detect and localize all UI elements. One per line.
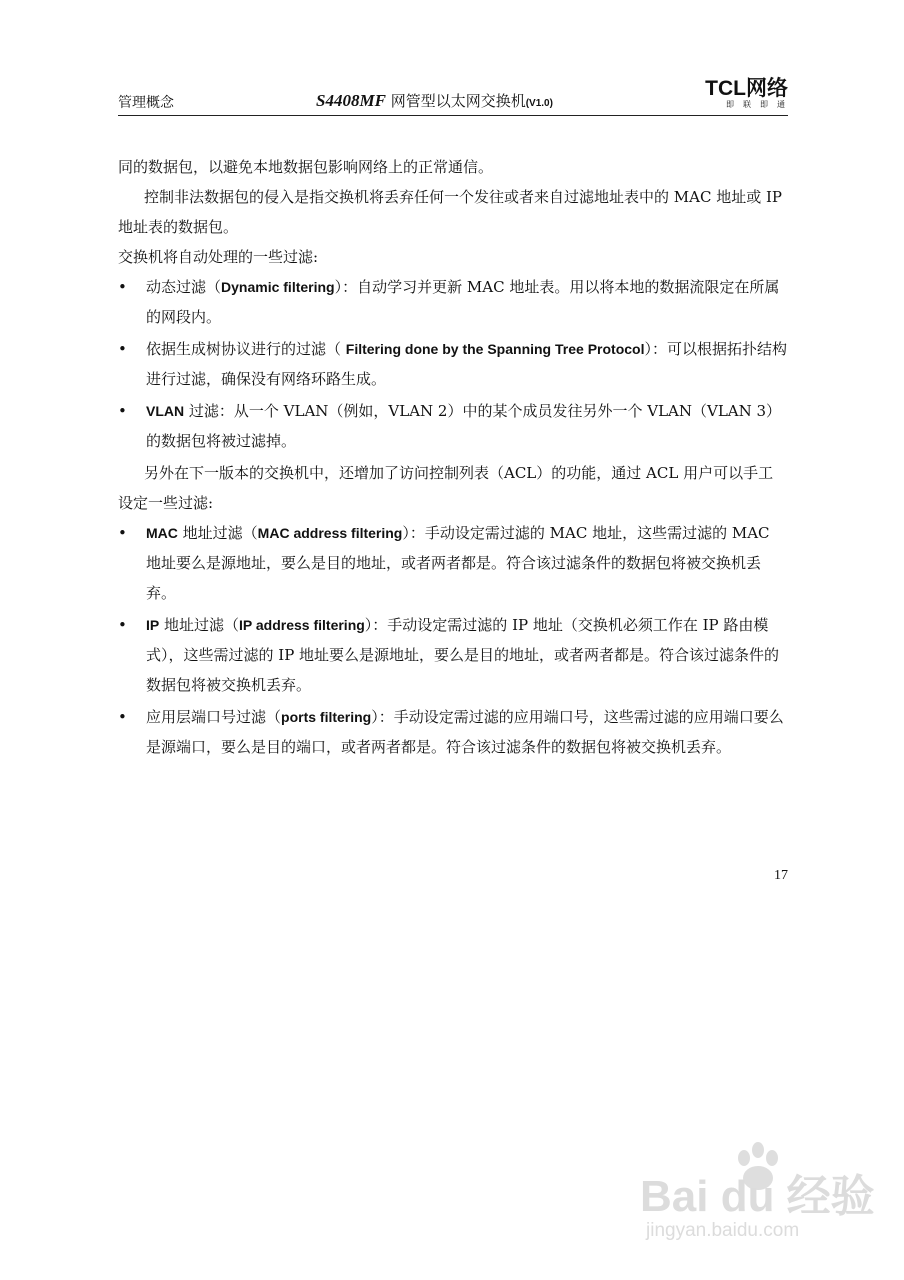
list-item — [118, 272, 788, 332]
header-version: (V1.0) — [525, 98, 553, 109]
list-item — [118, 518, 788, 608]
item-term: IP — [146, 617, 160, 633]
paragraph-2: 控制非法数据包的侵入是指交换机将丢弃任何一个发往或者来自过滤地址表中的 MAC 地址或 IP 地址表的数据包。 — [118, 188, 782, 236]
bullet-icon: • — [118, 708, 127, 726]
baidu-watermark — [640, 1140, 875, 1250]
bullet-icon: • — [118, 278, 127, 296]
logo-text: TCL网络 — [705, 77, 788, 100]
header-title-zh: 网管型以太网交换机 — [385, 92, 526, 110]
header-rule — [118, 115, 788, 116]
page-header — [118, 77, 794, 114]
item-text: ）：自动学习并更新 MAC 地址表。用以将本地的数据流限定在所属的网段内。 — [146, 278, 780, 326]
paragraph-1: 同的数据包，以避免本地数据包影响网络上的正常通信。 — [118, 158, 494, 176]
bullet-icon: • — [118, 340, 127, 358]
item-text: ）：手动设定需过滤的应用端口号，这些需过滤的应用端口要么是源端口，要么是目的端口，或者两者都是。符合该过滤条件的数据包将被交换机丢弃。 — [146, 708, 784, 756]
bullet-icon: • — [118, 616, 127, 634]
item-term: VLAN — [146, 403, 185, 419]
document-body — [118, 152, 788, 764]
watermark-url: jingyan.baidu.com — [646, 1220, 800, 1241]
tcl-logo — [688, 77, 794, 110]
logo-slogan: 即联即通 — [726, 100, 794, 109]
list-item — [118, 702, 788, 762]
item-text: 动态过滤（ — [146, 278, 222, 296]
item-text: 依据生成树协议进行的过滤（ — [146, 340, 346, 358]
item-text: ）：可以根据拓扑结构进行过滤，确保没有网络环路生成。 — [146, 340, 787, 388]
item-term: Dynamic filtering — [221, 279, 335, 295]
item-text: ）：手动设定需过滤的 IP 地址（交换机必须工作在 IP 路由模式），这些需过滤的 IP 地址要么是源地址，要么是目的地址，或者两者都是。符合该过滤条件的数据包将被交换机丢弃。 — [146, 616, 780, 694]
list-item — [118, 334, 788, 394]
bullet-icon: • — [118, 524, 127, 542]
item-text: 过滤：从一个 VLAN（例如，VLAN 2）中的某个成员发往另外一个 VLAN（VLAN 3）的数据包将被过滤掉。 — [146, 402, 782, 450]
item-text: 地址过滤（ — [159, 616, 240, 634]
paragraph-3: 交换机将自动处理的一些过滤: — [118, 248, 319, 266]
item-term: IP address filtering — [239, 617, 365, 633]
header-section: 管理概念 — [118, 95, 174, 111]
page-number: 17 — [774, 868, 788, 883]
item-term: MAC — [146, 525, 178, 541]
item-text: 应用层端口号过滤（ — [146, 708, 282, 726]
item-term: Filtering done by the Spanning Tree Protocol — [345, 341, 645, 357]
header-title — [316, 90, 553, 111]
bullet-icon: • — [118, 402, 127, 420]
header-model: S4408MF — [316, 91, 386, 110]
list-item — [118, 610, 788, 700]
watermark-brand: Bai du 经验 — [640, 1172, 875, 1221]
paragraph-4: 另外在下一版本的交换机中，还增加了访问控制列表（ACL）的功能，通过 ACL 用户可以手工设定一些过滤: — [118, 464, 774, 512]
list-item — [118, 396, 788, 456]
item-term: MAC address filtering — [257, 525, 403, 541]
item-text: 地址过滤（ — [177, 524, 258, 542]
item-term: ports filtering — [281, 709, 372, 725]
item-text: ）：手动设定需过滤的 MAC 地址，这些需过滤的 MAC 地址要么是源地址，要么是目的地址，或者两者都是。符合该过滤条件的数据包将被交换机丢弃。 — [146, 524, 770, 602]
